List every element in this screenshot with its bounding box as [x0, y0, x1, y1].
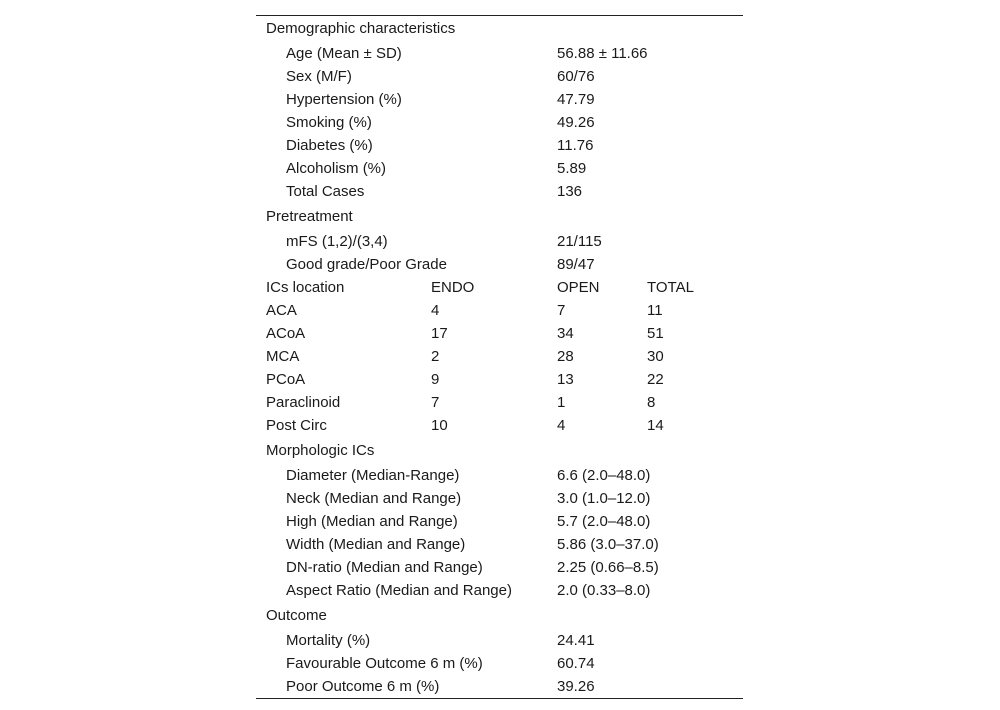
total-value: 30 [647, 348, 664, 365]
table-row [256, 629, 743, 652]
row-label: DN-ratio (Median and Range) [286, 559, 483, 576]
row-value: 24.41 [557, 632, 595, 649]
section-header-row [256, 437, 743, 464]
column-header-open: OPEN [557, 279, 600, 296]
table-row [256, 157, 743, 180]
table-row [256, 180, 743, 203]
table-row [256, 134, 743, 157]
row-label: Diameter (Median-Range) [286, 467, 460, 484]
table-row [256, 675, 743, 698]
row-value: 47.79 [557, 91, 595, 108]
table-row [256, 230, 743, 253]
row-value: 89/47 [557, 256, 595, 273]
total-value: 8 [647, 394, 656, 411]
column-header-endo: ENDO [431, 279, 475, 296]
row-label: Alcoholism (%) [286, 160, 387, 177]
table-row [256, 322, 743, 345]
table-row [256, 345, 743, 368]
table [256, 16, 743, 698]
row-label: Smoking (%) [286, 114, 372, 131]
section-header-row [256, 602, 743, 629]
row-label: High (Median and Range) [286, 513, 458, 530]
table-row [256, 42, 743, 65]
column-header-total: TOTAL [647, 279, 694, 296]
row-value: 11.76 [557, 137, 594, 154]
row-value: 21/115 [557, 233, 602, 250]
section-header-row [256, 16, 743, 42]
row-label: Hypertension (%) [286, 91, 402, 108]
row-label: Total Cases [286, 183, 365, 200]
row-value: 39.26 [557, 678, 595, 695]
row-value: 49.26 [557, 114, 595, 131]
open-value: 1 [557, 394, 566, 411]
endo-value: 4 [431, 302, 440, 319]
total-value: 51 [647, 325, 664, 342]
section-header: Pretreatment [266, 208, 353, 225]
location-label: PCoA [266, 371, 306, 388]
table-row [256, 487, 743, 510]
row-value: 56.88 ± 11.66 [557, 45, 648, 62]
open-value: 7 [557, 302, 566, 319]
location-label: ACoA [266, 325, 306, 342]
row-label: Aspect Ratio (Median and Range) [286, 582, 512, 599]
section-header: Morphologic ICs [266, 442, 375, 459]
row-label: Width (Median and Range) [286, 536, 466, 553]
table-row [256, 414, 743, 437]
table-row [256, 510, 743, 533]
row-label: Good grade/Poor Grade [286, 256, 447, 273]
row-value: 3.0 (1.0–12.0) [557, 490, 651, 507]
section-header: Outcome [266, 607, 327, 624]
table-row [256, 88, 743, 111]
row-label: Mortality (%) [286, 632, 371, 649]
open-value: 28 [557, 348, 574, 365]
location-label: Paraclinoid [266, 394, 341, 411]
open-value: 4 [557, 417, 566, 434]
open-value: 13 [557, 371, 574, 388]
open-value: 34 [557, 325, 574, 342]
table-row [256, 111, 743, 134]
endo-value: 10 [431, 417, 448, 434]
total-value: 22 [647, 371, 664, 388]
location-header-row [256, 276, 743, 299]
column-header-location: ICs location [266, 279, 345, 296]
endo-value: 9 [431, 371, 440, 388]
table-row [256, 299, 743, 322]
table-row [256, 391, 743, 414]
row-value: 6.6 (2.0–48.0) [557, 467, 651, 484]
location-label: MCA [266, 348, 300, 365]
table-row [256, 253, 743, 276]
row-label: Sex (M/F) [286, 68, 352, 85]
characteristics-table [256, 15, 743, 699]
total-value: 14 [647, 417, 664, 434]
endo-value: 17 [431, 325, 448, 342]
table-row [256, 652, 743, 675]
table-row [256, 579, 743, 602]
row-value: 60.74 [557, 655, 595, 672]
row-label: Favourable Outcome 6 m (%) [286, 655, 483, 672]
row-label: mFS (1,2)/(3,4) [286, 233, 388, 250]
row-label: Diabetes (%) [286, 137, 373, 154]
row-value: 2.25 (0.66–8.5) [557, 559, 659, 576]
row-label: Age (Mean ± SD) [286, 45, 402, 62]
row-label: Poor Outcome 6 m (%) [286, 678, 440, 695]
row-value: 2.0 (0.33–8.0) [557, 582, 651, 599]
table-row [256, 368, 743, 391]
table-row [256, 556, 743, 579]
endo-value: 7 [431, 394, 440, 411]
location-label: Post Circ [266, 417, 327, 434]
row-value: 5.89 [557, 160, 587, 177]
section-header: Demographic characteristics [266, 20, 456, 37]
table-row [256, 533, 743, 556]
row-value: 60/76 [557, 68, 595, 85]
endo-value: 2 [431, 348, 440, 365]
table-row [256, 65, 743, 88]
total-value: 11 [647, 302, 663, 319]
location-label: ACA [266, 302, 297, 319]
row-value: 136 [557, 183, 583, 200]
table-row [256, 464, 743, 487]
row-value: 5.86 (3.0–37.0) [557, 536, 659, 553]
row-label: Neck (Median and Range) [286, 490, 462, 507]
section-header-row [256, 203, 743, 230]
row-value: 5.7 (2.0–48.0) [557, 513, 651, 530]
